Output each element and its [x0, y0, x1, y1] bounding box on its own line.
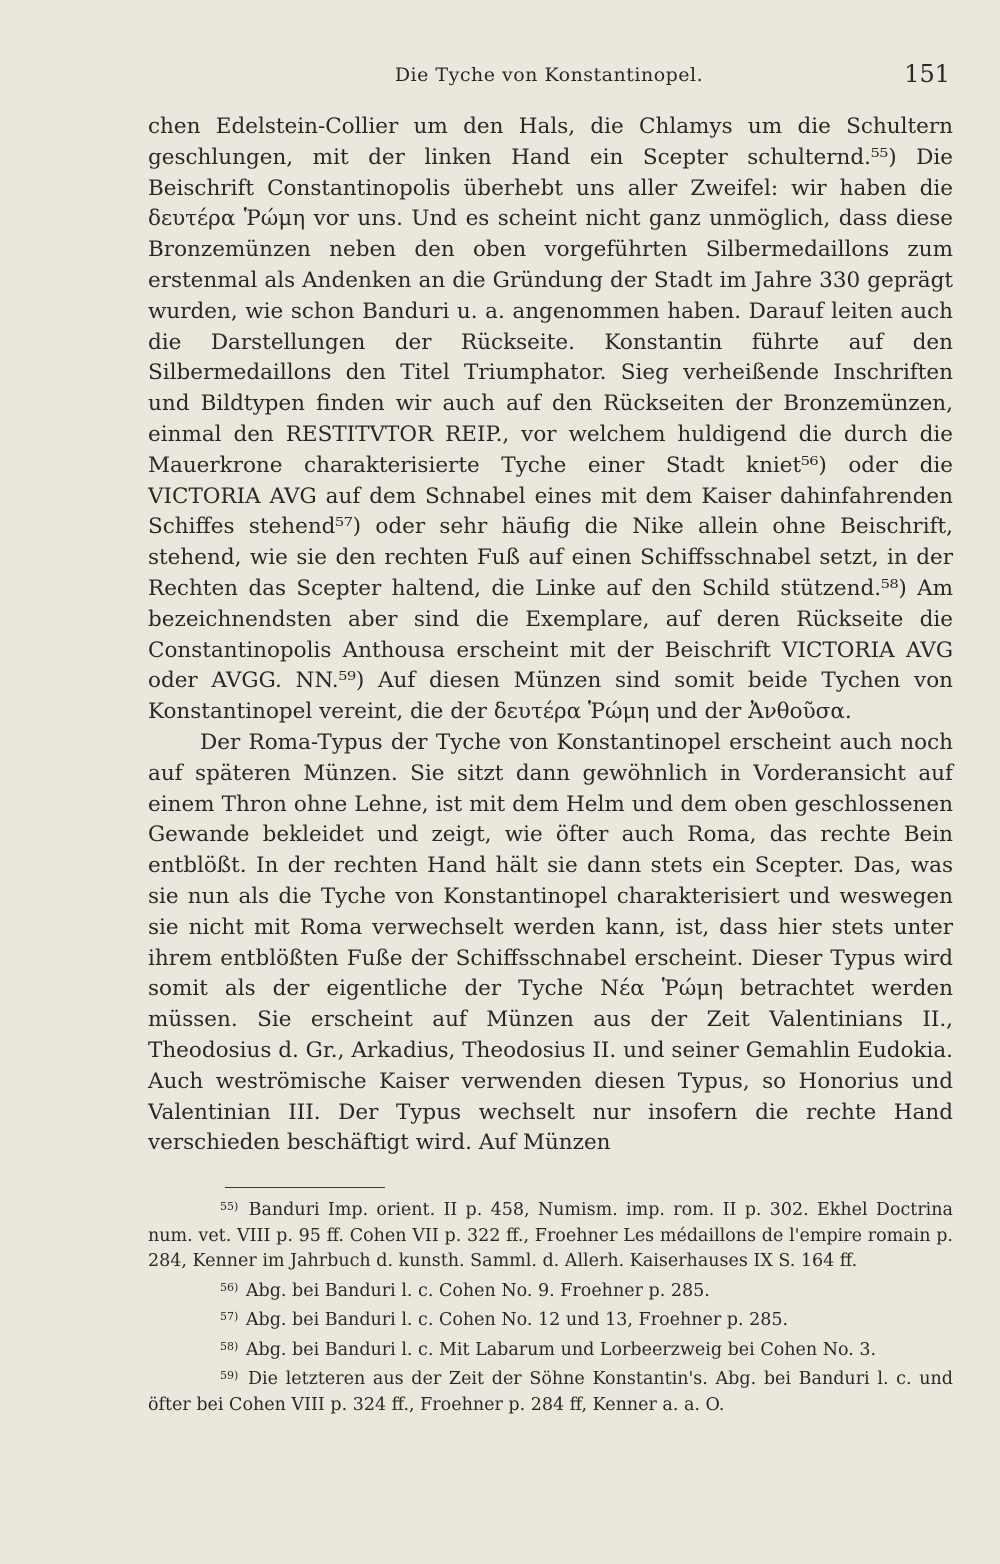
running-title: Die Tyche von Konstantinopel. [394, 64, 704, 86]
footnote-mark: 55) [220, 1200, 239, 1213]
main-text [148, 112, 953, 1159]
page-number: 151 [904, 60, 950, 88]
footnote-mark: 56) [220, 1280, 239, 1294]
footnote-separator [225, 1187, 385, 1188]
footnote-57 [148, 1304, 953, 1334]
footnote-55 [148, 1194, 953, 1275]
footnote-56 [148, 1275, 953, 1305]
footnote-text: Abg. bei Banduri l. c. Cohen No. 9. Froehner p. 285. [245, 1280, 710, 1301]
footnote-text: Banduri Imp. orient. II p. 458, Numism. imp. rom. II p. 302. Ekhel Doctrina num. vet. VIII p. 95 ff. Cohen VII p. 322 ff., Froehner Les médaillons de l'empire romain p. 284, Kenner im Jahrbuch d. kunsth. Samml. d. Allerh. Kaiserhauses IX S. 164 ff. [148, 1200, 953, 1271]
footnote-59 [148, 1363, 953, 1418]
paragraph-2: Der Roma-Typus der Tyche von Konstantinopel erscheint auch noch auf späteren Münzen. Sie sitzt dann gewöhnlich in Vorderansicht auf einem Thron ohne Lehne, ist mit dem Helm und dem oben geschlossenen Gewande bekleidet und zeigt, wie öfter auch Roma, das rechte Bein entblößt. In der rechten Hand hält sie dann stets ein Scepter. Das, was sie nun als die Tyche von Konstantinopel charakterisiert und weswegen sie nicht mit Roma verwechselt werden kann, ist, dass hier stets unter ihrem entblößten Fuße der Schiffsschnabel erscheint. Dieser Typus wird somit als der eigentliche der Tyche Νέα Ῥώμη betrachtet werden müssen. Sie erscheint auf Münzen aus der Zeit Valentinians II., Theodosius d. Gr., Arkadius, Theodosius II. und seiner Gemahlin Eudokia. Auch weströmische Kaiser verwenden diesen Typus, so Honorius und Valentinian III. Der Typus wechselt nur insofern die rechte Hand verschieden beschäftigt wird. Auf Münzen [148, 729, 953, 1156]
footnote-mark: 58) [220, 1339, 239, 1353]
footnote-58 [148, 1334, 953, 1364]
running-head [148, 60, 950, 90]
footnote-text: Abg. bei Banduri l. c. Mit Labarum und Lorbeerzweig bei Cohen No. 3. [245, 1339, 877, 1360]
paragraph-1: chen Edelstein-Collier um den Hals, die Chlamys um die Schultern geschlungen, mit der linken Hand ein Scepter schulternd.⁵⁵) Die Beischrift Constantinopolis überhebt uns aller Zweifel: wir haben die δευτέρα Ῥώμη vor uns. Und es scheint nicht ganz unmöglich, dass diese Bronzemünzen neben den oben vorgeführten Silbermedaillons zum erstenmal als Andenken an die Gründung der Stadt im Jahre 330 geprägt wurden, wie schon Banduri u. a. angenommen haben. Darauf leiten auch die Darstellungen der Rückseite. Konstantin führte auf den Silbermedaillons den Titel Triumphator. Sieg verheißende Inschriften und Bildtypen finden wir auch auf den Rückseiten der Bronzemünzen, einmal den RESTITVTOR REIP., vor welchem huldigend die durch die Mauerkrone charakterisierte Tyche einer Stadt kniet⁵⁶) oder die VICTORIA AVG auf dem Schnabel eines mit dem Kaiser dahinfahrenden Schiffes stehend⁵⁷) oder sehr häufig die Nike allein ohne Beischrift, stehend, wie sie den rechten Fuß auf einen Schiffsschnabel setzt, in der Rechten das Scepter haltend, die Linke auf den Schild stützend.⁵⁸) Am bezeichnendsten aber sind die Exemplare, auf deren Rückseite die Constantinopolis Anthousa erscheint mit der Beischrift VICTORIA AVG oder AVGG. NN.⁵⁹) Auf diesen Münzen sind somit beide Tychen von Konstantinopel vereint, die der δευτέρα Ῥώμη und der Ἀνθοῦσα. [148, 114, 953, 725]
footnotes [148, 1194, 953, 1418]
footnote-mark: 57) [220, 1310, 239, 1323]
footnote-text: Abg. bei Banduri l. c. Cohen No. 12 und 13, Froehner p. 285. [245, 1310, 789, 1330]
footnote-text: Die letzteren aus der Zeit der Söhne Konstantin's. Abg. bei Banduri l. c. und öfter bei Cohen VIII p. 324 ff., Froehner p. 284 ff, Kenner a. a. O. [148, 1369, 953, 1415]
footnote-mark: 59) [220, 1369, 239, 1382]
